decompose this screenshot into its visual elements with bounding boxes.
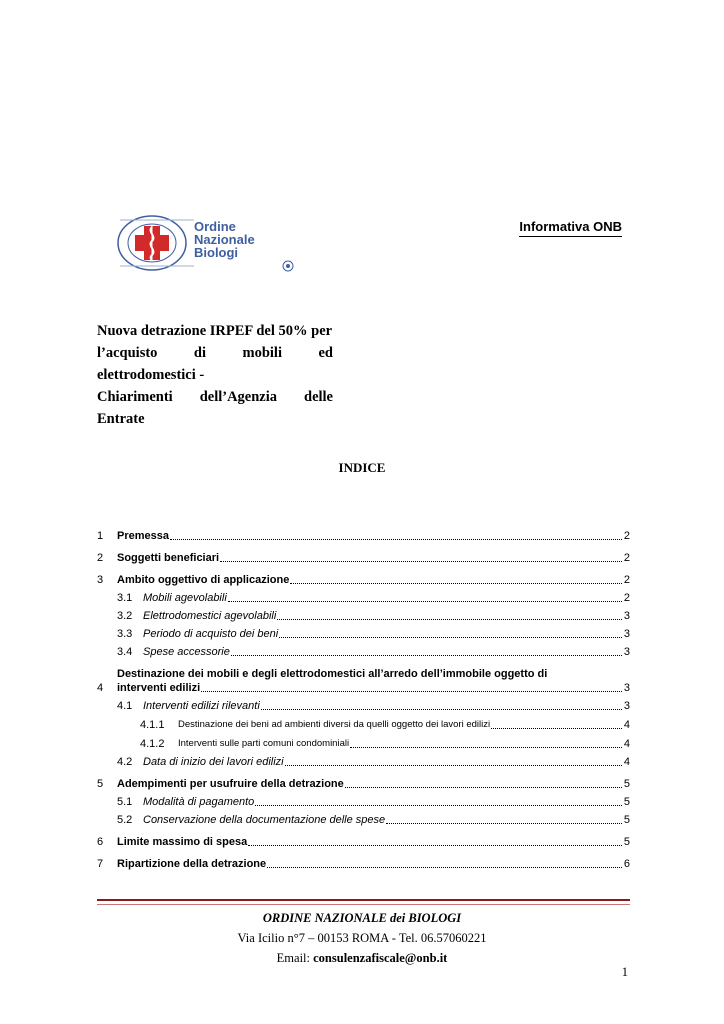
toc-entry-number: 3.4 xyxy=(117,646,133,658)
toc-leader-dots xyxy=(345,787,622,788)
toc-entry-page: 3 xyxy=(623,682,630,694)
toc-entry-label: Destinazione dei mobili e degli elettrodomestici all’arredo dell’immobile oggetto di xyxy=(117,668,548,680)
toc-entry-number: 4.1.1 xyxy=(140,719,165,731)
toc-leader-dots xyxy=(261,709,622,710)
toc-entry-number: 6 xyxy=(97,836,104,848)
document-title xyxy=(97,320,333,430)
toc-entry-number: 4.1.2 xyxy=(140,738,165,750)
toc-entry-page: 4 xyxy=(623,738,630,750)
toc-entry[interactable] xyxy=(97,667,630,695)
toc-entry-label: Mobili agevolabili xyxy=(143,592,227,604)
toc-entry[interactable] xyxy=(97,857,630,871)
toc-entry[interactable] xyxy=(97,627,630,641)
logo-line-3: Biologi xyxy=(194,245,239,260)
toc-entry-number: 3.2 xyxy=(117,610,133,622)
toc-entry-number: 5 xyxy=(97,778,104,790)
toc-entry-label: Premessa xyxy=(117,530,169,542)
table-of-contents xyxy=(97,529,630,871)
toc-entry-label: Interventi sulle parti comuni condominiali xyxy=(178,738,350,749)
toc-entry-page: 3 xyxy=(623,646,630,658)
toc-entry-page: 3 xyxy=(623,610,630,622)
toc-entry-label: Modalità di pagamento xyxy=(143,796,255,808)
toc-entry-number: 1 xyxy=(97,530,104,542)
toc-entry[interactable] xyxy=(97,591,630,605)
toc-entry-page: 4 xyxy=(623,756,630,768)
toc-leader-dots xyxy=(201,691,622,692)
footer-email-line xyxy=(0,948,724,968)
toc-entry-label: Interventi edilizi rilevanti xyxy=(143,700,260,712)
toc-entry-page: 5 xyxy=(623,778,630,790)
toc-entry-page: 5 xyxy=(623,836,630,848)
toc-leader-dots xyxy=(255,805,622,806)
toc-entry-label: Soggetti beneficiari xyxy=(117,552,220,564)
toc-entry[interactable] xyxy=(97,755,630,769)
title-line-2: l’acquisto di mobili ed elettrodomestici - xyxy=(97,345,333,383)
toc-leader-dots xyxy=(267,867,622,868)
toc-leader-dots xyxy=(248,845,622,846)
toc-entry-label: Data di inizio dei lavori edilizi xyxy=(143,756,284,768)
toc-entry[interactable] xyxy=(97,777,630,791)
toc-entry-label: Conservazione della documentazione delle spese xyxy=(143,814,386,826)
toc-entry-number: 3.1 xyxy=(117,592,133,604)
toc-entry-number: 5.2 xyxy=(117,814,133,826)
logo-line-1: Ordine xyxy=(194,219,236,234)
toc-entry-number: 4.1 xyxy=(117,700,133,712)
toc-entry-number: 2 xyxy=(97,552,104,564)
toc-entry[interactable] xyxy=(97,529,630,543)
toc-leader-dots xyxy=(285,765,622,766)
footer-org: ORDINE NAZIONALE dei BIOLOGI xyxy=(262,911,462,925)
toc-entry-number: 5.1 xyxy=(117,796,133,808)
logo-emblem-icon xyxy=(116,212,196,274)
footer-address: Via Icilio n°7 – 00153 ROMA - Tel. 06.57060221 xyxy=(237,931,487,945)
toc-entry[interactable] xyxy=(97,699,630,713)
toc-leader-dots xyxy=(277,619,622,620)
toc-leader-dots xyxy=(491,728,622,729)
toc-entry-label: Destinazione dei beni ad ambienti diversi da quelli oggetto dei lavori edilizi xyxy=(178,719,491,730)
toc-leader-dots xyxy=(220,561,622,562)
toc-entry-page: 2 xyxy=(623,552,630,564)
toc-entry-label: Adempimenti per usufruire della detrazione xyxy=(117,778,344,790)
footer-divider xyxy=(97,899,630,901)
toc-leader-dots xyxy=(350,747,622,748)
toc-entry-label: Ripartizione della detrazione xyxy=(117,858,267,870)
footer-divider-thin xyxy=(97,904,630,905)
toc-entry-number: 4.2 xyxy=(117,756,133,768)
toc-entry-page: 2 xyxy=(623,592,630,604)
toc-entry-label: Spese accessorie xyxy=(143,646,230,658)
toc-entry-page: 2 xyxy=(623,530,630,542)
toc-entry-label-cont: interventi edilizi xyxy=(117,682,201,694)
toc-entry-label: Periodo di acquisto dei beni xyxy=(143,628,279,640)
footer-email-label: Email: xyxy=(276,951,314,965)
toc-entry-page: 5 xyxy=(623,814,630,826)
toc-entry[interactable] xyxy=(97,609,630,623)
toc-leader-dots xyxy=(231,655,622,656)
toc-entry-label: Elettrodomestici agevolabili xyxy=(143,610,277,622)
toc-entry-page: 4 xyxy=(623,719,630,731)
logo-wordmark xyxy=(194,220,255,259)
document-tag: Informativa ONB xyxy=(519,219,622,237)
toc-leader-dots xyxy=(228,601,622,602)
toc-entry[interactable] xyxy=(97,718,630,732)
onb-logo xyxy=(116,212,298,274)
toc-entry-page: 3 xyxy=(623,700,630,712)
toc-entry-number: 3 xyxy=(97,574,104,586)
toc-leader-dots xyxy=(170,539,622,540)
page-number: 1 xyxy=(621,965,628,979)
toc-entry-page: 2 xyxy=(623,574,630,586)
registered-mark-icon xyxy=(282,260,294,272)
toc-leader-dots xyxy=(290,583,622,584)
toc-entry[interactable] xyxy=(97,737,630,751)
toc-entry[interactable] xyxy=(97,795,630,809)
toc-entry-page: 6 xyxy=(623,858,630,870)
toc-entry[interactable] xyxy=(97,551,630,565)
toc-entry-label: Limite massimo di spesa xyxy=(117,836,248,848)
toc-entry-number: 3.3 xyxy=(117,628,133,640)
toc-entry-label: Ambito oggettivo di applicazione xyxy=(117,574,290,586)
footer-email-link[interactable]: consulenzafiscale@onb.it xyxy=(313,951,448,965)
title-line-1: Nuova detrazione IRPEF del 50% per xyxy=(97,323,333,339)
toc-entry[interactable] xyxy=(97,573,630,587)
toc-entry[interactable] xyxy=(97,835,630,849)
toc-leader-dots xyxy=(279,637,622,638)
toc-entry-number: 4 xyxy=(97,682,104,694)
toc-entry-page: 5 xyxy=(623,796,630,808)
footer xyxy=(0,908,724,968)
toc-entry[interactable] xyxy=(97,813,630,827)
toc-leader-dots xyxy=(386,823,622,824)
toc-entry[interactable] xyxy=(97,645,630,659)
toc-entry-page: 3 xyxy=(623,628,630,640)
toc-heading: INDICE xyxy=(338,460,386,475)
logo-line-2: Nazionale xyxy=(194,232,255,247)
title-line-3: Chiarimenti dell’Agenzia delle Entrate xyxy=(97,389,333,427)
toc-entry-number: 7 xyxy=(97,858,104,870)
